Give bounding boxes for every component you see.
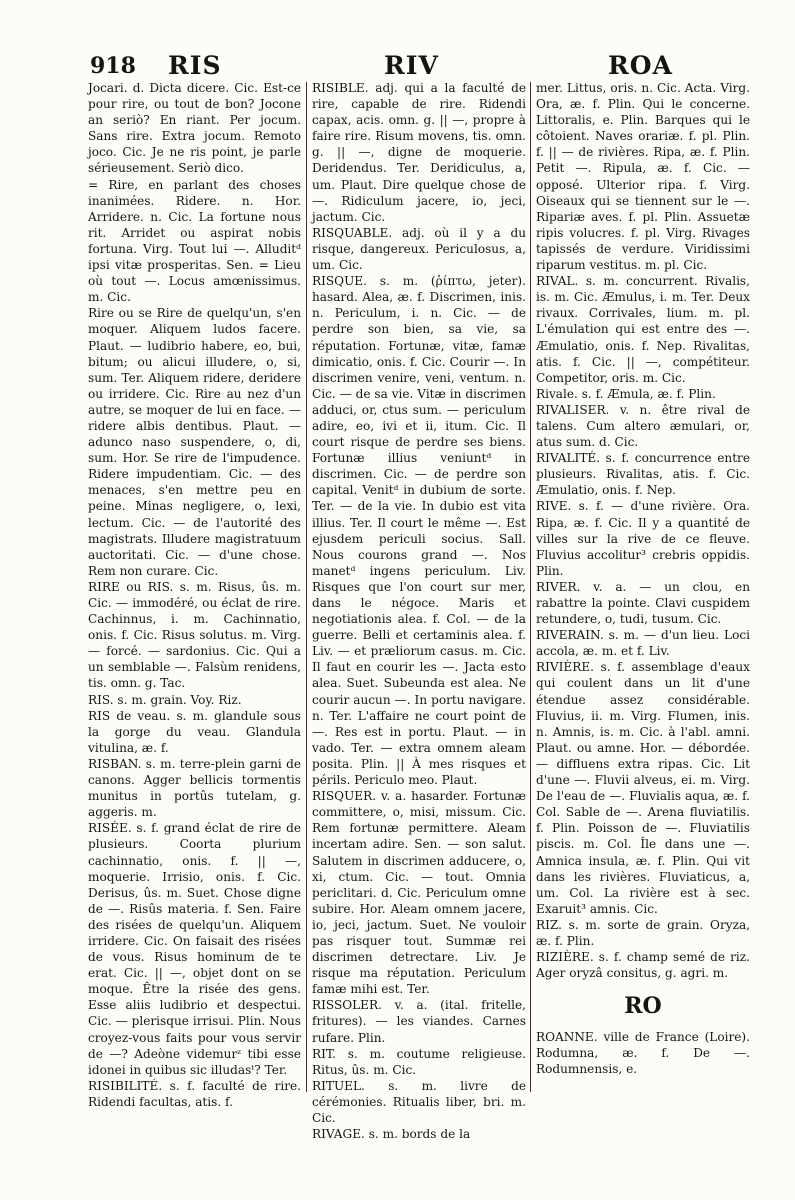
column-middle	[312, 80, 526, 1142]
column-right	[536, 80, 750, 1120]
entry-risquer: RISQUER. v. a. hasarder. Fortunæ committere, o, misi, missum. Cic. Rem fortunæ permittere. Aleam incertam adire. Sen. — son salut. Salutem in discrimen adducere, o, xi, ctum. Cic. — tout. Omnia periclitari. d. Cic. Periculum omne subire. Hor. Aleam omnem jacere, io, jeci, jactum. Suet. Ne vouloir pas risquer tout. Summæ rei discrimen detrectare. Liv. Je risque ma réputation. Periculum famæ mihi est. Ter.	[312, 789, 526, 997]
entry-rit: RIT. s. m. coutume religieuse. Ritus, ûs. m. Cic.	[312, 1046, 526, 1077]
entry-rive: RIVE. s. f. — d'une rivière. Ora. Ripa, æ. f. Cic. Il y a quantité de villes sur la rive de ce fleuve. Fluvius accolitur³ crebris oppidis. Plin.	[536, 499, 750, 578]
entry-rire-de-quelquun: Rire ou se Rire de quelqu'un, s'en moquer. Aliquem ludos facere. Plaut. — ludibrio habere, eo, bui, bitum; ou alicui illudere, o, si, sum. Ter. Aliquem ridere, deridere ou irridere. Cic. Rire au nez d'un autre, se moquer de lui en face. — ridere albis dentibus. Plaut. — adunco naso suspendere, o, di, sum. Hor. Se rire de l'impudence. Ridere impudentiam. Cic. — des menaces, s'en mettre peu en peine. Minas negligere, o, lexi, lectum. Cic. — de l'autorité des magistrats. Illudere magistratuum auctoritati. Cic. — d'une chose. Rem non curare. Cic.	[88, 306, 301, 578]
entry-riz: RIZ. s. m. sorte de grain. Oryza, æ. f. Plin.	[536, 917, 750, 948]
entry-risee: RISÉE. s. f. grand éclat de rire de plusieurs. Coorta plurium cachinnatio, onis. f. || —, moquerie. Irrisio, onis. f. Cic. Derisus, ûs. m. Suet. Chose digne de —. Risûs materia. f. Sen. Faire des risées de quelqu'un. Aliquem irridere. Cic. On faisait des risées de vous. Risus hominum de te erat. Cic. || —, objet dont on se moque. Être la risée des gens. Esse aliis ludibrio et despectui. Cic. — plerisque irrisui. Plin. Nous croyez-vous faits pour vous servir de —? Adeòne videmurᶻ tibi esse idonei in quibus sic illudasᵗ? Ter.	[88, 821, 301, 1077]
entry-rivaliser: RIVALISER. v. n. être rival de talens. Cum altero æmulari, or, atus sum. d. Cic.	[536, 402, 750, 450]
entry-riziere: RIZIÈRE. s. f. champ semé de riz. Ager oryzâ consitus, g. agri. m.	[536, 950, 750, 981]
column-left	[88, 80, 301, 1120]
entry-risibilite: RISIBILITÉ. s. f. faculté de rire. Ridendi facultas, atis. f.	[88, 1078, 301, 1109]
header-left-guideword: RIS	[168, 51, 222, 80]
entry-rival: RIVAL. s. m. concurrent. Rivalis, is. m. Cic. Æmulus, i. m. Ter. Deux rivaux. Corrivales, lium. m. pl. L'émulation qui est entre des —. Æmulatio, onis. f. Nep. Rivalitas, atis. f. Cic. || —, compétiteur. Competitor, oris. m. Cic.	[536, 274, 750, 385]
entry-ris-grain: RIS. s. m. grain. Voy. Riz.	[88, 692, 242, 707]
entry-riviere: RIVIÈRE. s. f. assemblage d'eaux qui coulent dans un lit d'une étendue assez considérable. Fluvius, ii. m. Virg. Flumen, inis. n. Amnis, is. m. Cic. à l'abl. amni. Plaut. ou amne. Hor. — débordée. — diffluens extra ripas. Cic. Lit d'une —. Fluvii alveus, ei. m. Virg. De l'eau de —. Fluvialis aqua, æ. f. Col. Sable de —. Arena fluviatilis. f. Plin. Poisson de —. Fluviatilis piscis. m. Col. Île dans une —. Amnica insula, æ. f. Plin. Qui vit dans les rivières. Fluviaticus, a, um. Col. La rivière est à sec. Exaruit³ amnis. Cic.	[536, 660, 750, 916]
entry-rituel: RITUEL. s. m. livre de cérémonies. Ritualis liber, bri. m. Cic.	[312, 1078, 526, 1125]
entry-risquable: RISQUABLE. adj. où il y a du risque, dangereux. Periculosus, a, um. Cic.	[312, 225, 526, 273]
entry-rivage-cont: mer. Littus, oris. n. Cic. Acta. Virg. Ora, æ. f. Plin. Qui le concerne. Littoralis, e. Plin. Barques qui le côtoient. Naves orariæ. f. pl. Plin. f. || — de rivières. Ripa, æ. f. Plin. Petit —. Ripula, æ. f. Cic. — opposé. Ulterior ripa. f. Virg. Oiseaux qui se tiennent sur le —. Ripariæ aves. f. pl. Plin. Assuetæ ripis volucres. f. pl. Virg. Rivages tapissés de verdure. Viridissimi riparum vestitus. m. pl. Cic.	[536, 81, 750, 273]
entry-roanne: ROANNE. ville de France (Loire). Rodumna, æ. f. De —. Rodumnensis, e.	[536, 1030, 750, 1077]
entry-risque: RISQUE. s. m. (ῥίπτω, jeter). hasard. Alea, æ. f. Discrimen, inis. n. Periculum, i. n. Cic. — de perdre son bien, sa vie, sa réputation. Fortunæ, vitæ, famæ dimicatio, onis. f. Cic. Courir —. In discrimen venire, veni, ventum. n. Cic. — de sa vie. Vitæ in discrimen adduci, or, ctus sum. — periculum adire, eo, ivi et ii, itum. Cic. Il court risque de perdre ses biens. Fortunæ illius veniuntᵈ in discrimen. Cic. — de perdre son capital. Venitᵈ in dubium de sorte. Ter. — de la vie. In dubio est vita illius. Ter. Il court le même —. Est ejusdem periculi socius. Sall. Nous courons grand —. Nos manetᵈ ingens periculum. Liv. Risques que l'on court sur mer, dans le négoce. Maris et negotiationis alea. f. Col. — de la guerre. Belli et certaminis alea. f. Liv. — et præliorum casus. m. Cic. Il faut en courir les —. Jacta esto alea. Suet. Subeunda est alea. Ne courir aucun —. In portu navigare. n. Ter. L'affaire ne court point de —. Res est in portu. Plaut. — in vado. Ter. — extra omnem aleam posita. Plin. || À mes risques et périls. Periculo meo. Plaut.	[312, 274, 526, 788]
entry-risible: RISIBLE. adj. qui a la faculté de rire, capable de rire. Ridendi capax, acis. omn. g. || —, propre à faire rire. Risum movens, tis. omn. g. || —, digne de moquerie. Deridendus. Ter. Deridiculus, a, um. Plaut. Dire quelque chose de —. Ridiculum jacere, io, jeci, jactum. Cic.	[312, 81, 526, 224]
entry-river: RIVER. v. a. — un clou, en rabattre la pointe. Clavi cuspidem retundere, o, tudi, tusum. Cic.	[536, 579, 750, 627]
column-rule	[530, 82, 531, 1092]
entry-ris-de-veau: RIS de veau. s. m. glandule sous la gorge du veau. Glandula vitulina, æ. f.	[88, 708, 301, 755]
entry-rire-inanimees: = Rire, en parlant des choses inanimées. Ridere. n. Hor. Arridere. n. Cic. La fortune nous rit. Arridet ou aspirat nobis fortuna. Virg. Tout lui —. Alluditᵈ ipsi vitæ prosperitas. Sen. = Lieu où tout —. Locus amœnissimus. m. Cic.	[88, 177, 301, 305]
entry-risban: RISBAN. s. m. terre-plein garni de canons. Agger bellicis tormentis munitus in portûs tutelam, g. aggeris. m.	[88, 756, 301, 820]
entry-rissoler: RISSOLER. v. a. (ital. fritelle, fritures). — les viandes. Carnes rufare. Plin.	[312, 998, 526, 1045]
entry-rire-jocari: Jocari. d. Dicta dicere. Cic. Est-ce pour rire, ou tout de bon? Jocone an seriò? En riant. Per jocum. Sans rire. Extra jocum. Remoto joco. Cic. Je ne ris point, je parle sérieusement. Seriò dico.	[88, 81, 301, 176]
entry-rivalite: RIVALITÉ. s. f. concurrence entre plusieurs. Rivalitas, atis. f. Cic. Æmulatio, onis. f. Nep.	[536, 451, 750, 498]
header-right-guideword: ROA	[608, 51, 673, 80]
column-rule	[306, 82, 307, 1092]
header-center-guideword: RIV	[384, 51, 439, 80]
page-number: 918	[90, 53, 136, 79]
running-header	[88, 50, 750, 82]
entry-rire-ou-ris: RIRE ou RIS. s. m. Risus, ûs. m. Cic. — immodéré, ou éclat de rire. Cachinnus, i. m. Cachinnatio, onis. f. Cic. Risus solutus. m. Virg. — forcé. — sardonius. Cic. Qui a un semblable —. Falsùm renidens, tis. omn. g. Tac.	[88, 579, 301, 691]
entry-rivale: Rivale. s. f. Æmula, æ. f. Plin.	[536, 386, 716, 401]
entry-riverain: RIVERAIN. s. m. — d'un lieu. Loci accola, æ. m. et f. Liv.	[536, 628, 750, 659]
section-heading-ro: RO	[624, 993, 662, 1020]
entry-rivage: RIVAGE. s. m. bords de la	[312, 1127, 471, 1142]
